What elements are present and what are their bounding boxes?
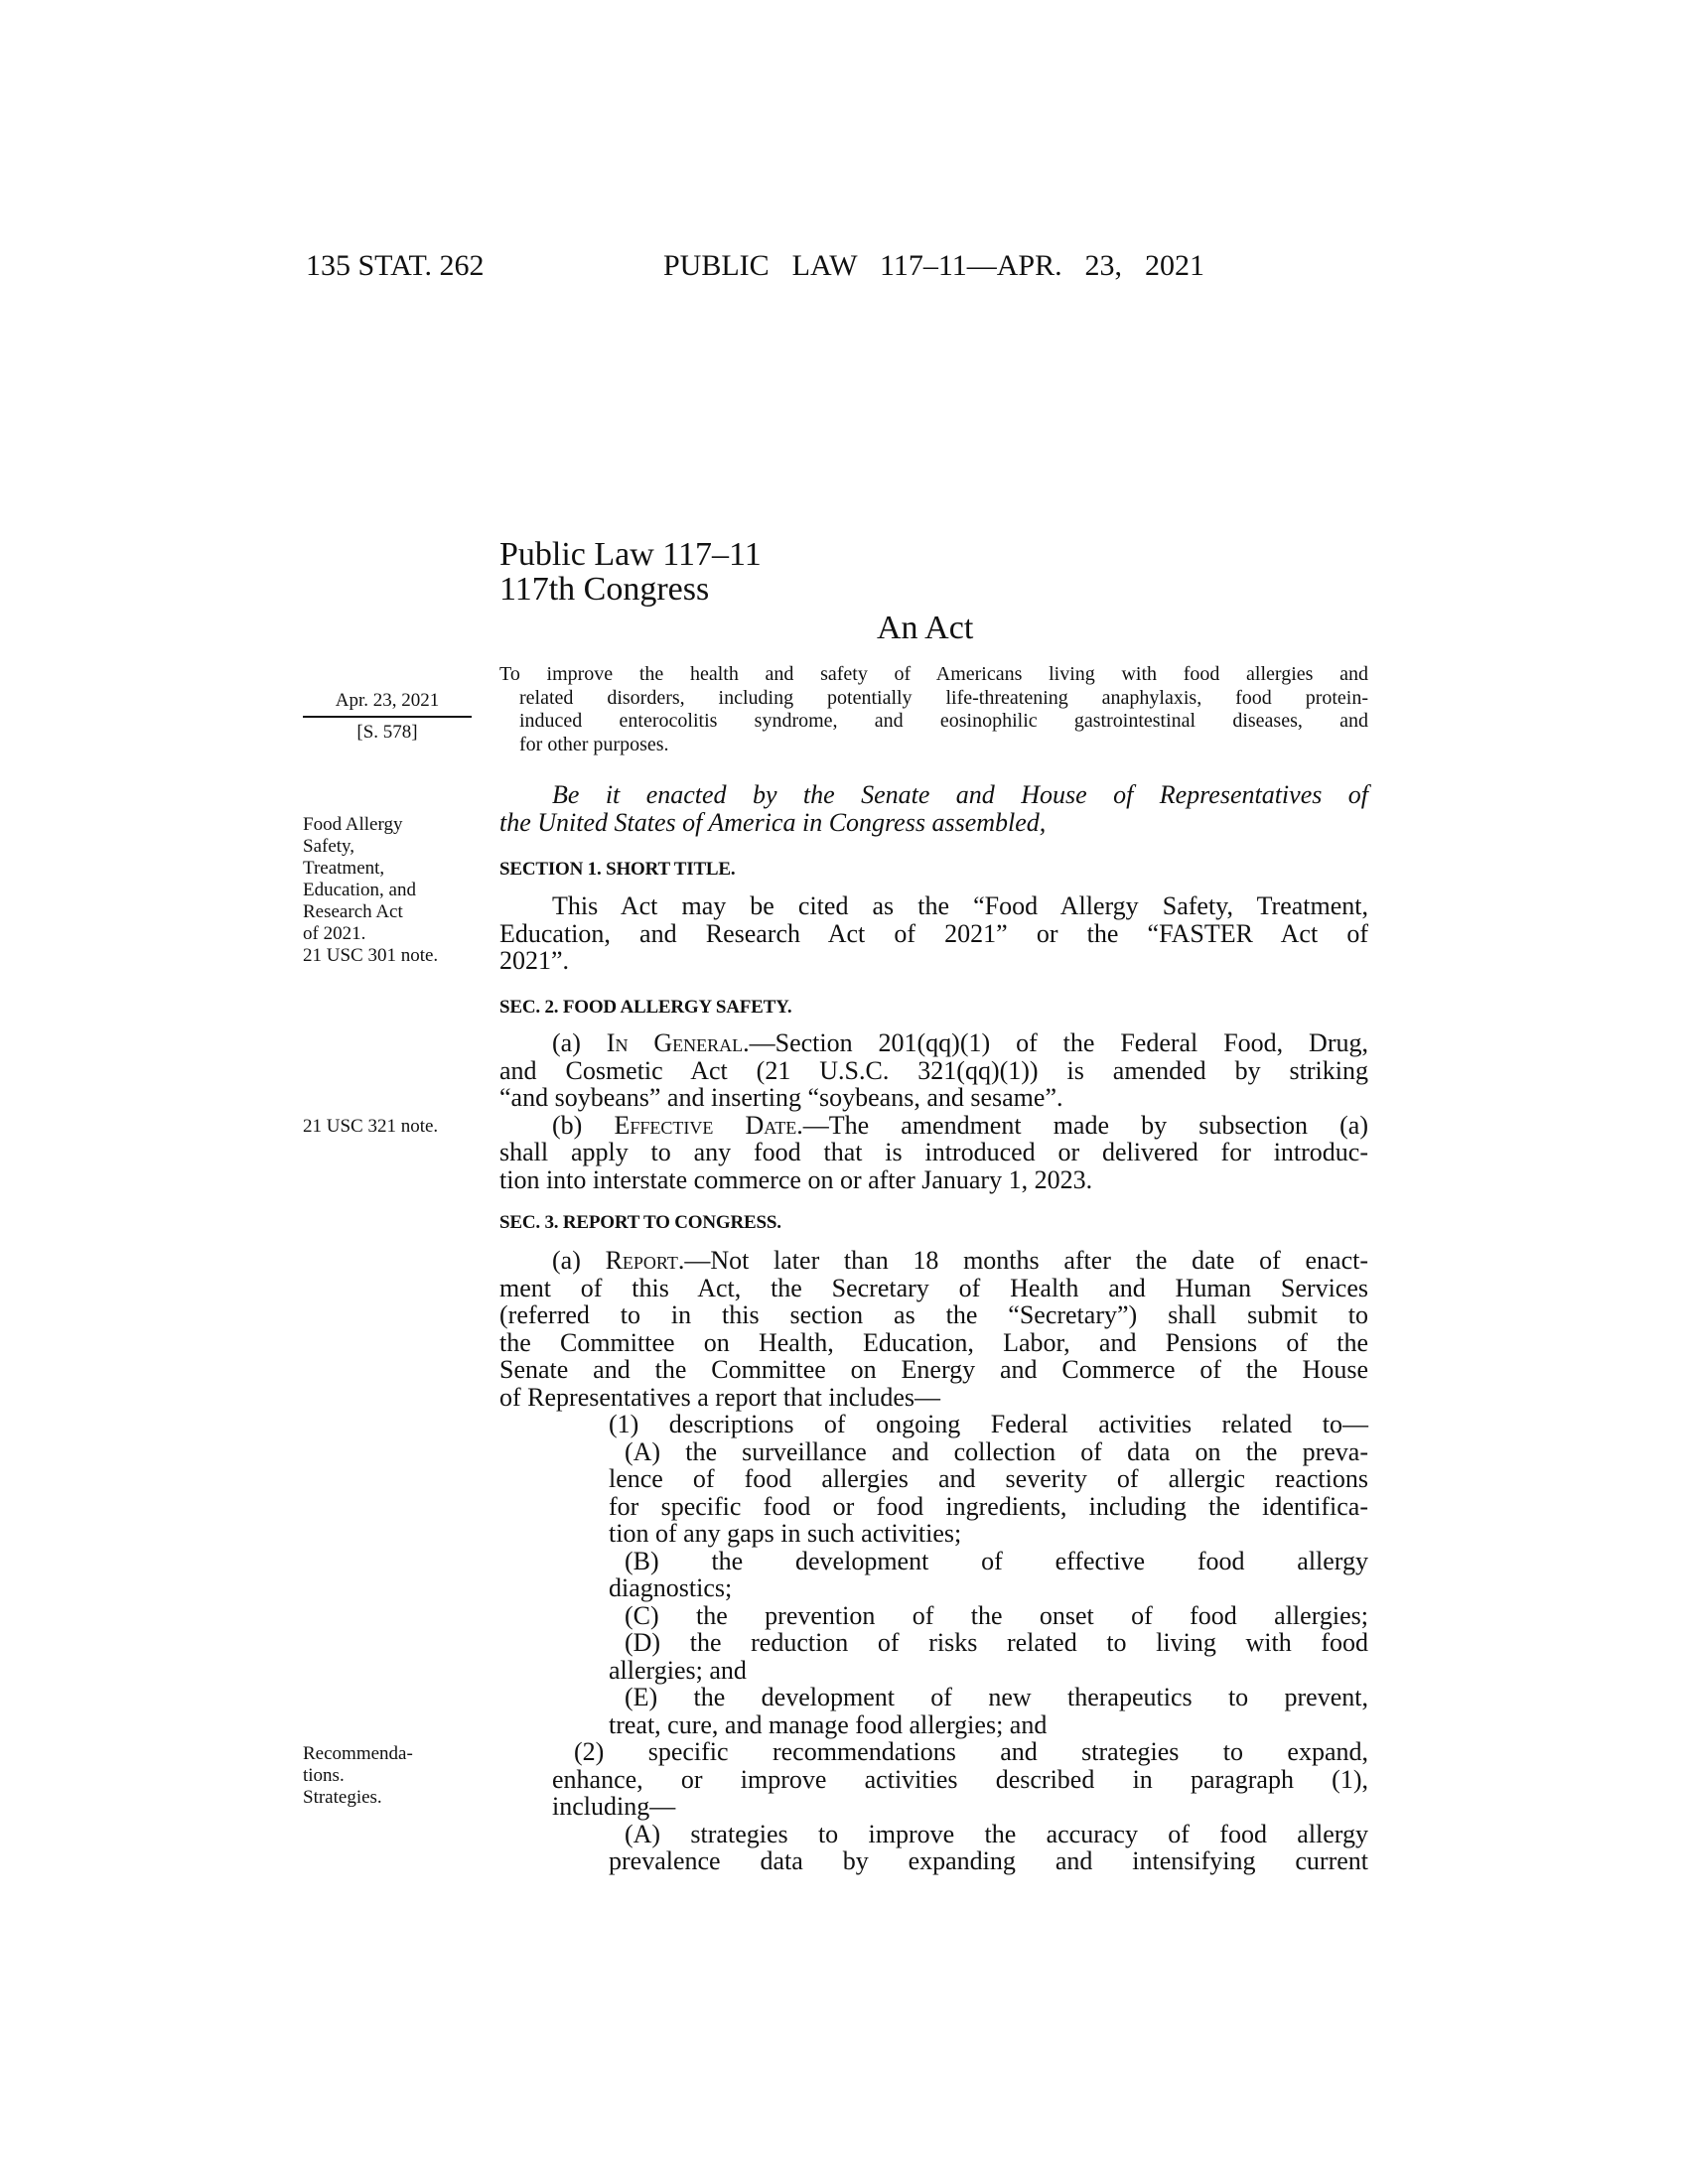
text-fragment: and Cosmetic Act (21 U.S.C. 321(qq)(1)) is amended by striking bbox=[499, 1055, 1368, 1085]
section-2-text bbox=[499, 1029, 1368, 1193]
text-fragment: (C) the prevention of the onset of food allergies; bbox=[625, 1600, 1368, 1630]
text-line bbox=[499, 1711, 1368, 1739]
text-fragment: the Committee on Health, Education, Labor, and Pensions of the bbox=[499, 1327, 1368, 1357]
text-fragment: .—Section 201(qq)(1) of the Federal Food, Drug, bbox=[743, 1028, 1368, 1057]
sidenote-recommendations bbox=[303, 1743, 413, 1809]
text-fragment: (A) the surveillance and collection of data on the preva- bbox=[625, 1436, 1368, 1466]
text-fragment: including— bbox=[552, 1792, 676, 1821]
section-2-heading: SEC. 2. FOOD ALLERGY SAFETY. bbox=[499, 997, 792, 1018]
text-fragment: (a) bbox=[552, 1028, 607, 1057]
sidenote-line: Strategies. bbox=[303, 1787, 382, 1808]
text-fragment: (a) bbox=[552, 1246, 606, 1275]
act-purpose bbox=[499, 663, 1368, 756]
text-line: This Act may be cited as the “Food Allergy Safety, Treatment, bbox=[552, 891, 1368, 920]
text-line bbox=[499, 1084, 1368, 1112]
sidenote-line: 21 USC 301 note. bbox=[303, 945, 439, 966]
text-line bbox=[499, 1112, 1368, 1140]
text-fragment: of Representatives a report that includes— bbox=[499, 1382, 941, 1412]
public-law-title: Public Law 117–11 bbox=[499, 536, 762, 573]
text-line bbox=[499, 1247, 1368, 1275]
sidenote-short-title bbox=[303, 814, 438, 967]
text-fragment: (B) the development of effective food allergy bbox=[625, 1546, 1368, 1575]
text-line: Education, and Research Act of 2021” or the “FASTER Act of bbox=[499, 918, 1368, 948]
text-line bbox=[499, 1629, 1368, 1657]
text-line bbox=[499, 1847, 1368, 1875]
text-fragment: prevalence data by expanding and intensifying current bbox=[609, 1846, 1368, 1875]
text-fragment: (referred to in this section as the “Secretary”) shall submit to bbox=[499, 1300, 1368, 1329]
text-fragment: (D) the reduction of risks related to living with food bbox=[625, 1628, 1368, 1657]
text-fragment: (1) descriptions of ongoing Federal activities related to— bbox=[609, 1410, 1368, 1438]
sidenote-bill: [S. 578] bbox=[356, 722, 418, 743]
sidenote-rule bbox=[303, 716, 472, 718]
sidenote-line: Research Act bbox=[303, 901, 403, 922]
text-line bbox=[499, 1465, 1368, 1493]
text-line bbox=[499, 1548, 1368, 1575]
subsection-heading: Report bbox=[605, 1246, 678, 1275]
enacting-clause bbox=[499, 781, 1368, 836]
text-line bbox=[499, 1384, 1368, 1412]
section-1-text bbox=[499, 892, 1368, 975]
text-fragment: (2) specific recommendations and strategies to expand, bbox=[574, 1737, 1368, 1766]
text-line bbox=[499, 1821, 1368, 1848]
text-line bbox=[499, 1657, 1368, 1685]
sidenote-line: Food Allergy bbox=[303, 814, 403, 835]
sidenote-line: tions. bbox=[303, 1765, 345, 1786]
text-fragment: enhance, or improve activities described in paragraph (1), bbox=[552, 1764, 1368, 1794]
text-line bbox=[499, 1793, 1368, 1821]
section-3-heading: SEC. 3. REPORT TO CONGRESS. bbox=[499, 1212, 781, 1233]
text-fragment: “and soybeans” and inserting “soybeans, and sesame”. bbox=[499, 1083, 1063, 1112]
text-line bbox=[499, 1574, 1368, 1602]
congress-title: 117th Congress bbox=[499, 571, 710, 608]
sidenote-date: Apr. 23, 2021 bbox=[335, 690, 440, 711]
text-line bbox=[499, 1766, 1368, 1794]
sidenote-usc321: 21 USC 321 note. bbox=[303, 1116, 439, 1137]
text-fragment: (A) strategies to improve the accuracy of food allergy bbox=[625, 1819, 1368, 1848]
text-line bbox=[499, 1438, 1368, 1466]
text-line bbox=[499, 1275, 1368, 1302]
text-line bbox=[499, 1493, 1368, 1521]
enacting-line: the United States of America in Congress assembled, bbox=[499, 807, 1047, 837]
sidenote-line: of 2021. bbox=[303, 923, 366, 944]
sidenote-line: Treatment, bbox=[303, 858, 385, 879]
text-fragment: for specific food or food ingredients, including the identifica- bbox=[609, 1491, 1368, 1521]
text-fragment: tion of any gaps in such activities; bbox=[609, 1519, 962, 1548]
enacting-line: Be it enacted by the Senate and House of Representatives of bbox=[552, 780, 1368, 809]
sidenote-line: Recommenda- bbox=[303, 1743, 413, 1764]
text-fragment: diagnostics; bbox=[609, 1573, 733, 1602]
text-line bbox=[499, 1139, 1368, 1166]
act-title: An Act bbox=[877, 610, 974, 646]
text-line bbox=[499, 1411, 1368, 1438]
purpose-line: related disorders, including potentially life-threatening anaphylaxis, food protein- bbox=[519, 686, 1368, 709]
text-fragment: .—The amendment made by subsection (a) bbox=[796, 1110, 1368, 1140]
purpose-line: To improve the health and safety of Americans living with food allergies and bbox=[499, 663, 1368, 685]
text-fragment: treat, cure, and manage food allergies; and bbox=[609, 1709, 1048, 1739]
text-line bbox=[499, 1166, 1368, 1194]
text-fragment: shall apply to any food that is introduced or delivered for introduc- bbox=[499, 1138, 1368, 1166]
text-fragment: ment of this Act, the Secretary of Health and Human Services bbox=[499, 1273, 1368, 1302]
text-line bbox=[499, 1684, 1368, 1711]
sidenote-line: Safety, bbox=[303, 836, 355, 857]
text-fragment: (b) bbox=[552, 1110, 615, 1140]
subsection-heading: In General bbox=[606, 1028, 744, 1057]
running-header: PUBLIC LAW 117–11—APR. 23, 2021 bbox=[663, 249, 1204, 282]
text-line bbox=[499, 1602, 1368, 1630]
purpose-line: induced enterocolitis syndrome, and eosinophilic gastrointestinal diseases, and bbox=[519, 710, 1368, 732]
section-1-heading: SECTION 1. SHORT TITLE. bbox=[499, 859, 736, 880]
text-line: 2021”. bbox=[499, 946, 570, 975]
text-fragment: allergies; and bbox=[609, 1655, 747, 1685]
text-fragment: tion into interstate commerce on or after January 1, 2023. bbox=[499, 1164, 1093, 1194]
subsection-heading: Effective Date bbox=[614, 1110, 797, 1140]
section-3-text bbox=[499, 1247, 1368, 1875]
text-line bbox=[499, 1356, 1368, 1384]
page-stat-number: 135 STAT. 262 bbox=[306, 249, 485, 282]
text-line bbox=[499, 1301, 1368, 1329]
sidenote-line: Education, and bbox=[303, 880, 416, 900]
text-fragment: .—Not later than 18 months after the date of enact- bbox=[677, 1246, 1368, 1275]
text-line bbox=[499, 1738, 1368, 1766]
purpose-line: for other purposes. bbox=[519, 733, 669, 755]
text-line bbox=[499, 1329, 1368, 1357]
text-fragment: Senate and the Committee on Energy and Commerce of the House bbox=[499, 1355, 1368, 1384]
text-line bbox=[499, 1029, 1368, 1057]
text-fragment: (E) the development of new therapeutics to prevent, bbox=[625, 1683, 1368, 1711]
text-line bbox=[499, 1057, 1368, 1085]
text-fragment: lence of food allergies and severity of allergic reactions bbox=[609, 1464, 1368, 1493]
text-line bbox=[499, 1520, 1368, 1548]
